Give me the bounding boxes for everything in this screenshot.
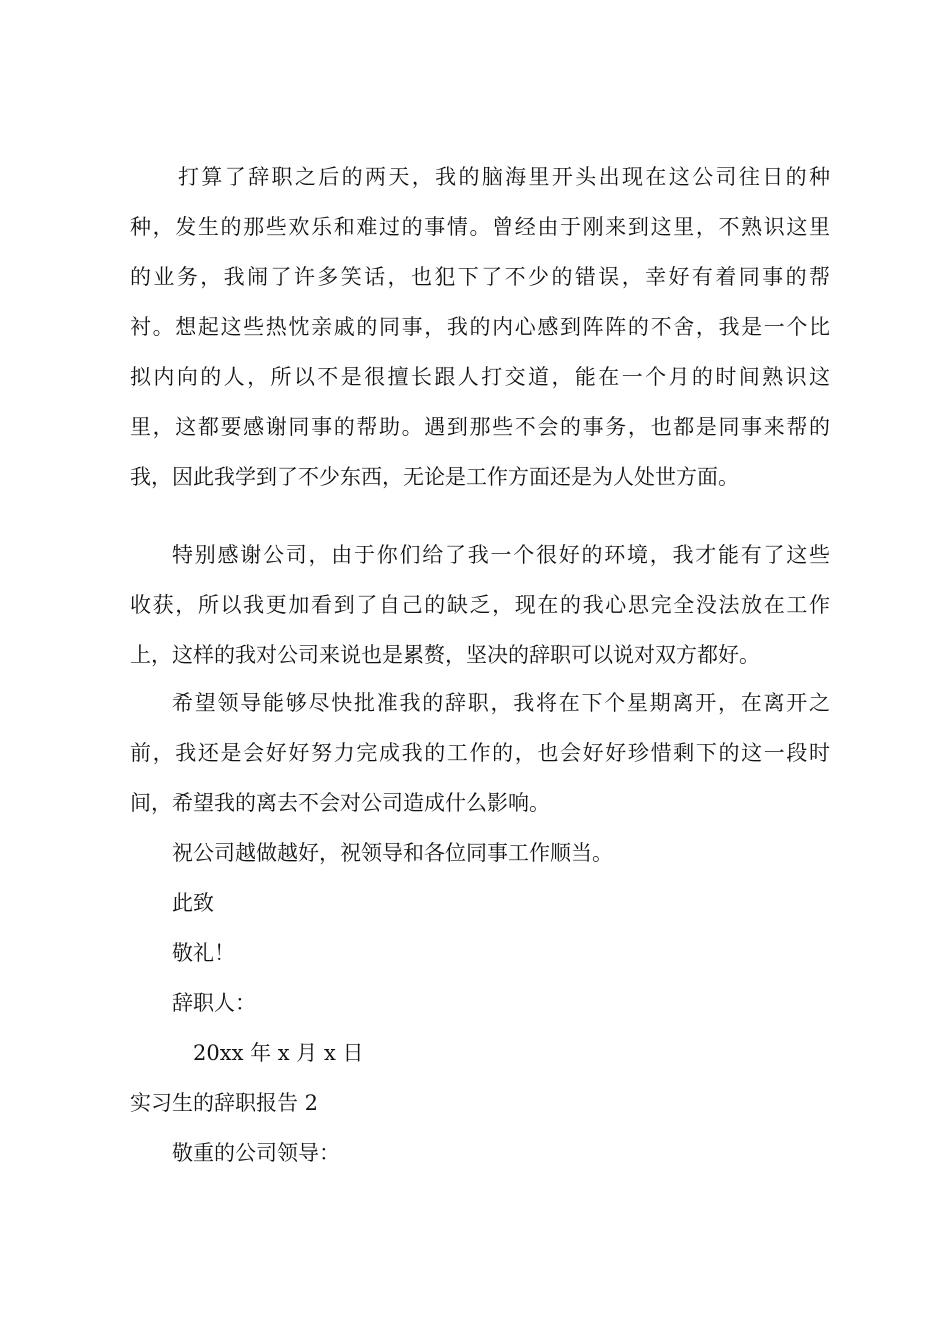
paragraph-1-line-4: 衬。想起这些热忱亲戚的同事，我的内心感到阵阵的不舍，我是一个比 — [130, 315, 830, 339]
paragraph-1-line-7: 我，因此我学到了不少东西，无论是工作方面还是为人处世方面。 — [130, 465, 739, 489]
paragraph-3-line-3: 间，希望我的离去不会对公司造成什么影响。 — [130, 791, 550, 815]
paragraph-1-line-1: 打算了辞职之后的两天，我的脑海里开头出现在这公司往日的种 — [178, 165, 830, 189]
paragraph-1-line-3: 的业务，我闹了许多笑话，也犯下了不少的错误，幸好有着同事的帮 — [130, 265, 830, 289]
paragraph-1-line-5: 拟内向的人，所以不是很擅长跟人打交道，能在一个月的时间熟识这 — [130, 365, 830, 389]
paragraph-3-line-1: 希望领导能够尽快批准我的辞职，我将在下个星期离开，在离开之 — [172, 691, 830, 715]
paragraph-2-line-1: 特别感谢公司，由于你们给了我一个很好的环境，我才能有了这些 — [172, 543, 830, 567]
paragraph-1-line-2: 种，发生的那些欢乐和难过的事情。曾经由于刚来到这里，不熟识这里 — [130, 215, 830, 239]
paragraph-2-line-3: 上，这样的我对公司来说也是累赘，坚决的辞职可以说对双方都好。 — [130, 643, 760, 667]
paragraph-1-line-6: 里，这都要感谢同事的帮助。遇到那些不会的事务，也都是同事来帮的 — [130, 415, 830, 439]
closing-salutation-2: 敬礼！ — [172, 941, 235, 965]
signature-date: 20xx 年 x 月 x 日 — [193, 1041, 364, 1065]
section-title: 实习生的辞职报告 2 — [130, 1091, 319, 1115]
paragraph-3-line-2: 前，我还是会好好努力完成我的工作的，也会好好珍惜剩下的这一段时 — [130, 741, 830, 765]
signer-label: 辞职人： — [172, 991, 256, 1015]
closing-wish: 祝公司越做越好，祝领导和各位同事工作顺当。 — [172, 841, 613, 865]
greeting: 敬重的公司领导： — [172, 1141, 340, 1165]
paragraph-2-line-2: 收获，所以我更加看到了自己的缺乏，现在的我心思完全没法放在工作 — [130, 593, 830, 617]
closing-salutation-1: 此致 — [172, 891, 214, 915]
